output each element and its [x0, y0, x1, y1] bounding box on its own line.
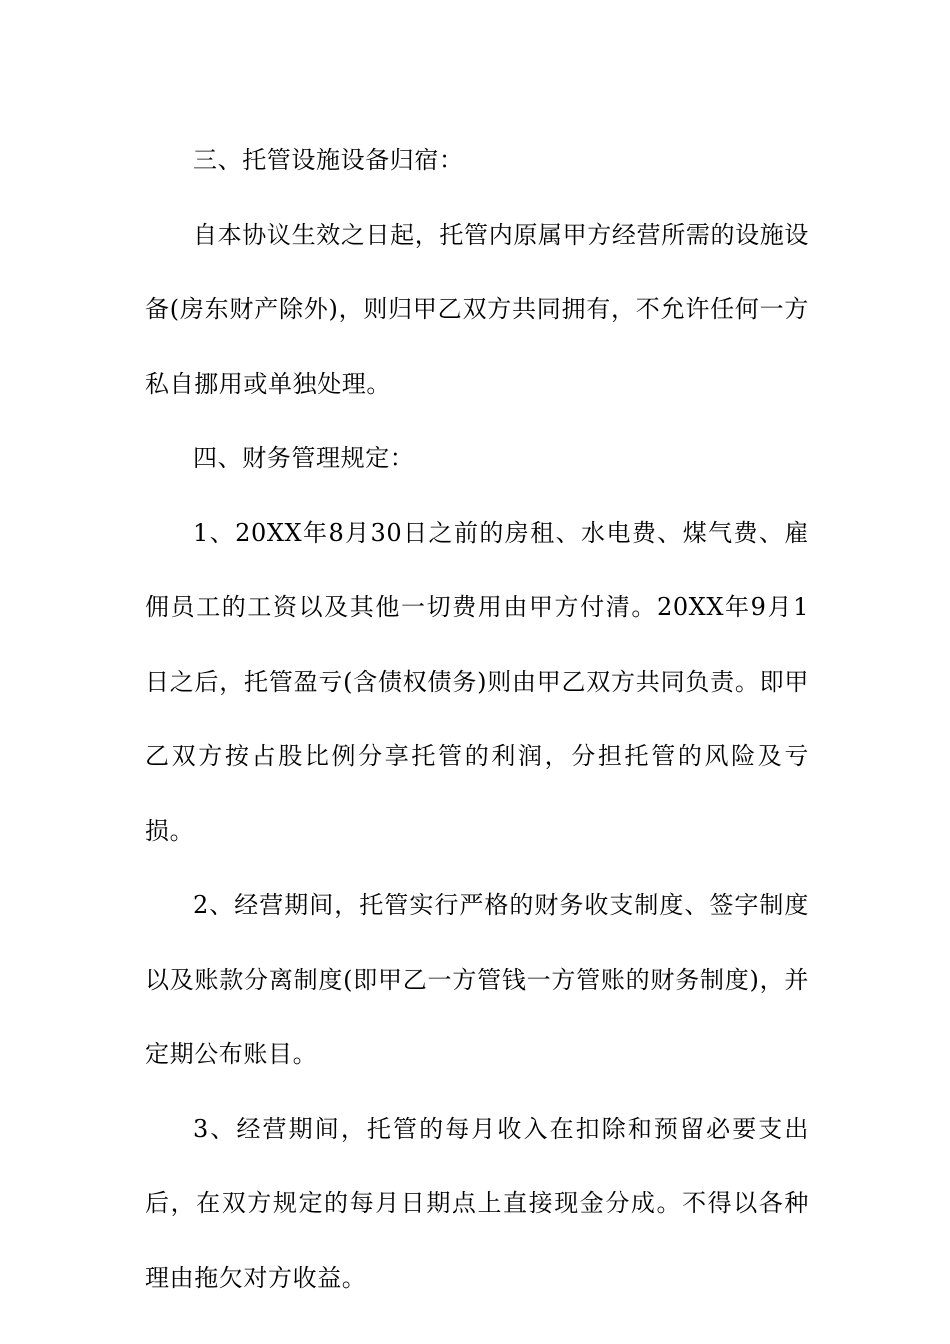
document-body: [145, 123, 809, 1315]
clause-1-expenses: 1、20XX年8月30日之前的房租、水电费、煤气费、雇佣员工的工资以及其他一切费用由甲方付清。20XX年9月1日之后，托管盈亏(含债权债务)则由甲乙双方共同负责。即甲乙双方按占股比例分享托管的利润，分担托管的风险及亏损。: [145, 518, 809, 845]
clause-2-accounting: 2、经营期间，托管实行严格的财务收支制度、签字制度以及账款分离制度(即甲乙一方管钱一方管账的财务制度)，并定期公布账目。: [145, 891, 809, 1068]
paragraph-facilities-ownership: 自本协议生效之日起，托管内原属甲方经营所需的设施设备(房东财产除外)，则归甲乙双方共同拥有，不允许任何一方私自挪用或单独处理。: [145, 220, 809, 398]
section-heading-facilities: 三、托管设施设备归宿：: [193, 146, 464, 174]
section-heading-finance: 四、财务管理规定：: [193, 444, 415, 472]
clause-3-revenue-sharing: 3、经营期间，托管的每月收入在扣除和预留必要支出后，在双方规定的每月日期点上直接现金分成。不得以各种理由拖欠对方收益。: [145, 1114, 809, 1292]
